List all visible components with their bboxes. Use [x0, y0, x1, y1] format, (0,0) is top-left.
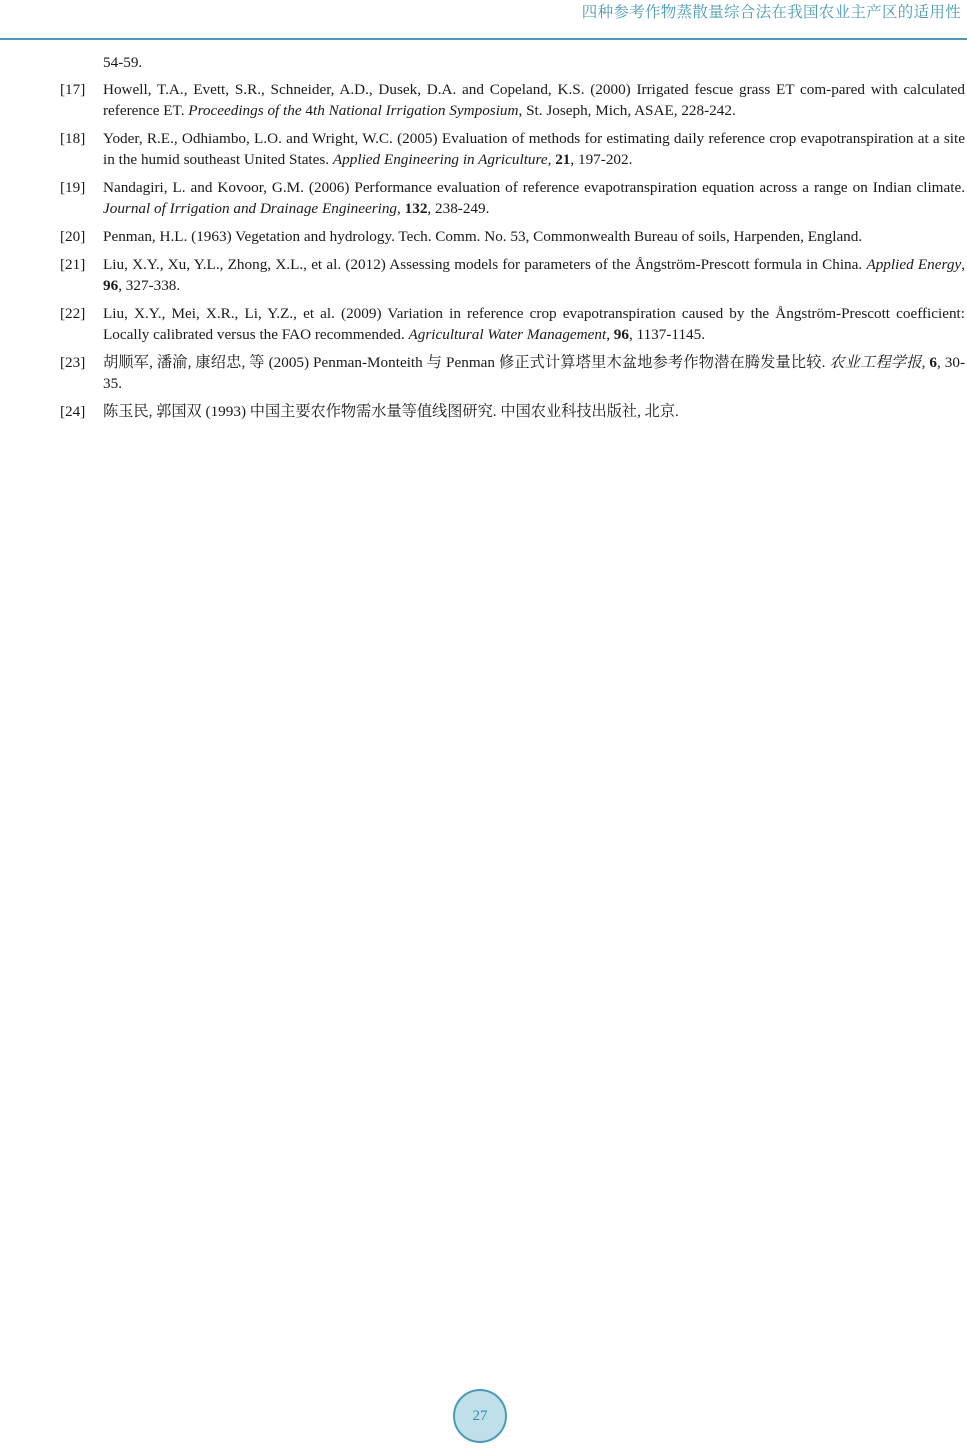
reference-number: [23]	[60, 354, 86, 371]
reference-journal: 农业工程学报	[829, 354, 922, 371]
reference-volume: 96	[103, 277, 119, 294]
reference-pages: , 30-35.	[103, 354, 966, 392]
reference-journal-number: 4	[305, 102, 314, 119]
reference-authors: Nandagiri, L. and Kovoor, G.M. (2006) Performance evaluation of reference evapotranspiration equation across a range on Indian climate.	[103, 179, 965, 196]
running-header	[0, 0, 967, 40]
reference-number: [19]	[60, 179, 86, 196]
reference-journal: Agricultural Water Management	[408, 326, 607, 343]
reference-21: [21] Liu, X.Y., Xu, Y.L., Zhong, X.L., et al. (2012) Assessing models for parameters of the Ångström-Prescott formula in China. Applied Energy, 96, 327-338.	[60, 256, 965, 294]
reference-authors: Yoder, R.E., Odhiambo, L.O. and Wright, W.C. (2005) Evaluation of methods for estimating daily reference crop evapotranspiration at a site in the humid southeast United States.	[103, 130, 965, 168]
reference-authors: 胡顺军, 潘渝, 康绍忠, 等 (2005) Penman-Monteith 与 Penman 修正式计算塔里木盆地参考作物潜在腾发量比较.	[103, 354, 826, 371]
reference-23: [23] 胡顺军, 潘渝, 康绍忠, 等 (2005) Penman-Monteith 与 Penman 修正式计算塔里木盆地参考作物潜在腾发量比较. 农业工程学报, 6, 30-35.	[60, 354, 966, 392]
reference-journal: Applied Energy	[866, 256, 962, 273]
reference-authors: Howell, T.A., Evett, S.R., Schneider, A.D., Dusek, D.A. and Copeland, K.S. (2000) Irrigated fescue grass ET com-pared with calculated reference ET.	[103, 81, 965, 119]
reference-text: Penman, H.L. (1963) Vegetation and hydrology. Tech. Comm. No. 53, Commonwealth Bureau of soils, Harpenden, England.	[103, 228, 863, 245]
running-header-title: 四种参考作物蒸散量综合法在我国农业主产区的适用性	[581, 4, 961, 21]
reference-pages: , 1137-1145.	[628, 326, 706, 343]
reference-17	[60, 79, 965, 121]
reference-volume: 21	[555, 151, 571, 168]
reference-pages: , 238-249.	[427, 200, 490, 217]
reference-number: [21]	[60, 256, 86, 273]
reference-authors: Liu, X.Y., Xu, Y.L., Zhong, X.L., et al. (2012) Assessing models for parameters of the Ångström-Prescott formula in China.	[103, 256, 863, 273]
reference-volume: 96	[613, 326, 629, 343]
reference-22: [22] Liu, X.Y., Mei, X.R., Li, Y.Z., et al. (2009) Variation in reference crop evapotranspiration caused by the Ångström-Prescott coefficient: Locally calibrated versus the FAO recommended. Agricultural Water Management, 96, 1137-1145.	[60, 305, 965, 343]
reference-24	[60, 401, 965, 422]
reference-pages: , 197-202.	[570, 151, 633, 168]
reference-number: [18]	[60, 130, 86, 147]
reference-number: [22]	[60, 305, 86, 322]
reference-number: [20]	[60, 228, 86, 245]
reference-journal: Applied Engineering in Agriculture	[332, 151, 548, 168]
page-number-badge	[453, 1389, 507, 1443]
reference-number: [24]	[60, 403, 86, 420]
page-number: 27	[472, 1407, 488, 1424]
reference-journal: Journal of Irrigation and Drainage Engineering	[103, 200, 398, 217]
reference-journal: Proceedings of the	[188, 102, 302, 119]
reference-pages: , 327-338.	[118, 277, 181, 294]
reference-authors: Liu, X.Y., Mei, X.R., Li, Y.Z., et al. (2009) Variation in reference crop evapotranspiration caused by the Ångström-Prescott coefficient: Locally calibrated versus the FAO recommended.	[103, 305, 965, 343]
reference-continuation	[60, 52, 965, 73]
reference-20	[60, 226, 965, 247]
reference-text: 陈玉民, 郭国双 (1993) 中国主要农作物需水量等值线图研究. 中国农业科技出版社, 北京.	[103, 403, 679, 420]
reference-number: [17]	[60, 81, 86, 98]
reference-journal-rest: th National Irrigation Symposium	[313, 102, 519, 119]
reference-18: [18] Yoder, R.E., Odhiambo, L.O. and Wright, W.C. (2005) Evaluation of methods for estimating daily reference crop evapotranspiration at a site in the humid southeast United States. Applied Engineering in Agriculture, 21, 197-202.	[60, 130, 965, 168]
reference-volume: 132	[404, 200, 428, 217]
reference-volume: 6	[929, 354, 937, 371]
reference-19: [19] Nandagiri, L. and Kovoor, G.M. (2006) Performance evaluation of reference evapotranspiration equation across a range on Indian climate. Journal of Irrigation and Drainage Engineering, 132, 238-249.	[60, 179, 965, 217]
reference-rest: , St. Joseph, Mich, ASAE, 228-242.	[518, 102, 736, 119]
continuation-text: 54-59.	[103, 54, 143, 71]
reference-list	[60, 52, 965, 429]
header-rule	[0, 38, 967, 40]
